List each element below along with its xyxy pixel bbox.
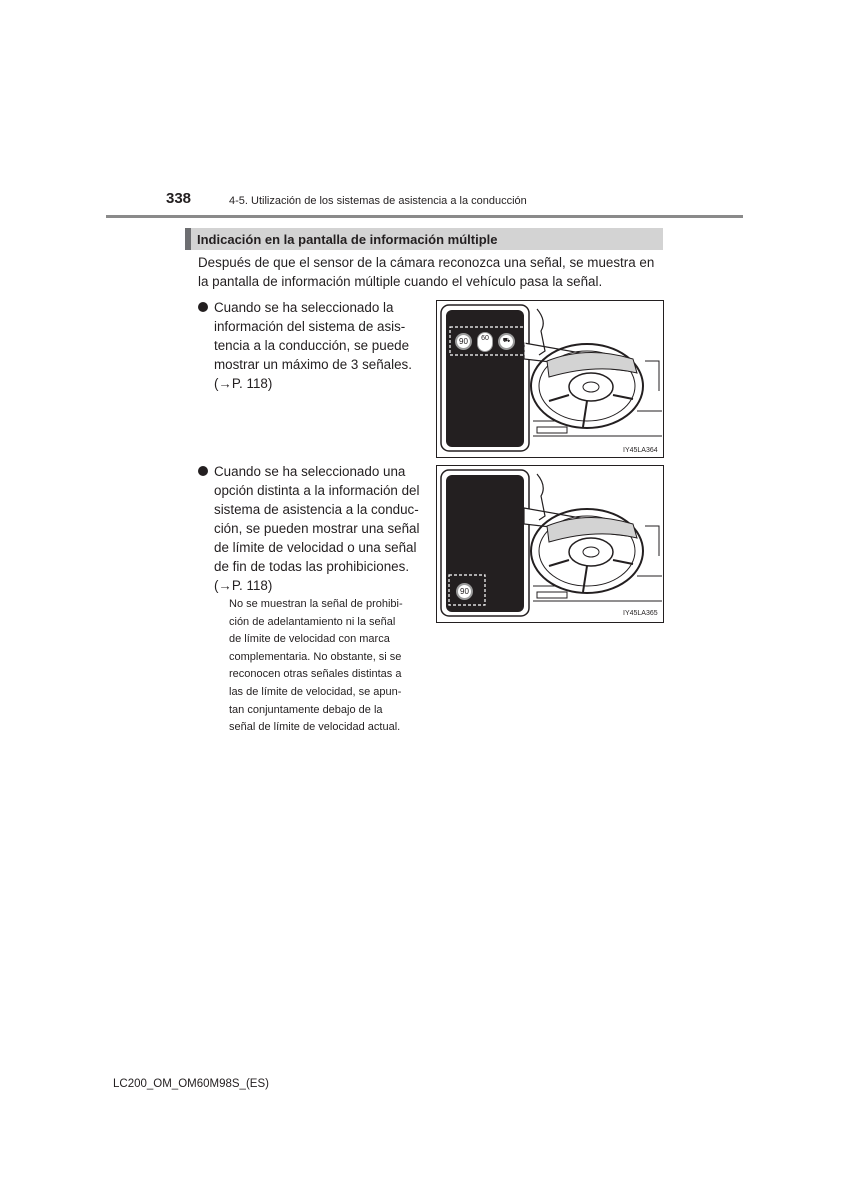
section-heading-accent — [185, 228, 191, 250]
figure-id: IY45LA365 — [623, 610, 658, 617]
bullet-line: de límite de velocidad o una señal — [214, 540, 417, 555]
dashboard-illustration — [437, 466, 663, 622]
bullet-item — [198, 462, 426, 597]
speed-limit-sign-icon: 90 — [455, 333, 472, 350]
note-line: reconocen otras señales distintas a — [229, 668, 402, 681]
bullet-line: opción distinta a la información del — [214, 483, 420, 498]
section-heading — [185, 228, 663, 250]
bullet-item — [198, 298, 426, 398]
bullet-dot-icon — [198, 466, 208, 476]
bullet-line: tencia a la conducción, se puede — [214, 338, 410, 353]
bullet-line: mostrar un máximo de 3 señales. — [214, 357, 412, 372]
figure-id: IY45LA364 — [623, 447, 658, 454]
page-reference-link[interactable]: (→P. 118) — [214, 376, 273, 391]
section-path: 4-5. Utilización de los sistemas de asistencia a la conducción — [229, 195, 527, 207]
dashboard-illustration — [437, 301, 663, 457]
note-line: las de límite de velocidad, se apun- — [229, 685, 402, 698]
bullet-line: ción, se pueden mostrar una señal — [214, 521, 420, 536]
speed-limit-sign-icon: 90 — [456, 583, 473, 600]
bullet-line: información del sistema de asis- — [214, 319, 406, 334]
bullet-line: Cuando se ha seleccionado la — [214, 300, 394, 315]
note-paragraph — [229, 596, 424, 737]
bullet-text — [214, 298, 423, 393]
intro-line: Después de que el sensor de la cámara reconozca una señal, se muestra en — [198, 255, 655, 270]
note-line: ción de adelantamiento ni la señal — [229, 615, 396, 628]
bullet-dot-icon — [198, 302, 208, 312]
header-rule — [106, 215, 743, 218]
bullet-line: sistema de asistencia a la conduc- — [214, 502, 419, 517]
note-line: tan conjuntamente debajo de la — [229, 703, 383, 716]
section-title: Indicación en la pantalla de información múltiple — [197, 232, 498, 247]
note-line: complementaria. No obstante, si se — [229, 650, 402, 663]
no-overtaking-sign-icon: ⛟ — [498, 333, 515, 350]
figure-dashboard-one-sign — [436, 465, 664, 623]
note-line: No se muestran la señal de prohibi- — [229, 598, 403, 610]
page-reference-link[interactable]: (→P. 118) — [214, 578, 273, 593]
page-number: 338 — [166, 190, 192, 207]
supplementary-speed-sign-icon: 60 — [477, 332, 493, 352]
intro-line: la pantalla de información múltiple cuando el vehículo pasa la señal. — [198, 274, 603, 289]
bullet-line: Cuando se ha seleccionado una — [214, 464, 406, 479]
document-code: LC200_OM_OM60M98S_(ES) — [113, 1078, 269, 1090]
note-line: de límite de velocidad con marca — [229, 633, 390, 646]
intro-paragraph — [198, 253, 660, 291]
bullet-text — [214, 462, 423, 595]
note-line: señal de límite de velocidad actual. — [229, 721, 401, 734]
bullet-line: de fin de todas las prohibiciones. — [214, 559, 410, 574]
figure-dashboard-three-signs — [436, 300, 664, 458]
